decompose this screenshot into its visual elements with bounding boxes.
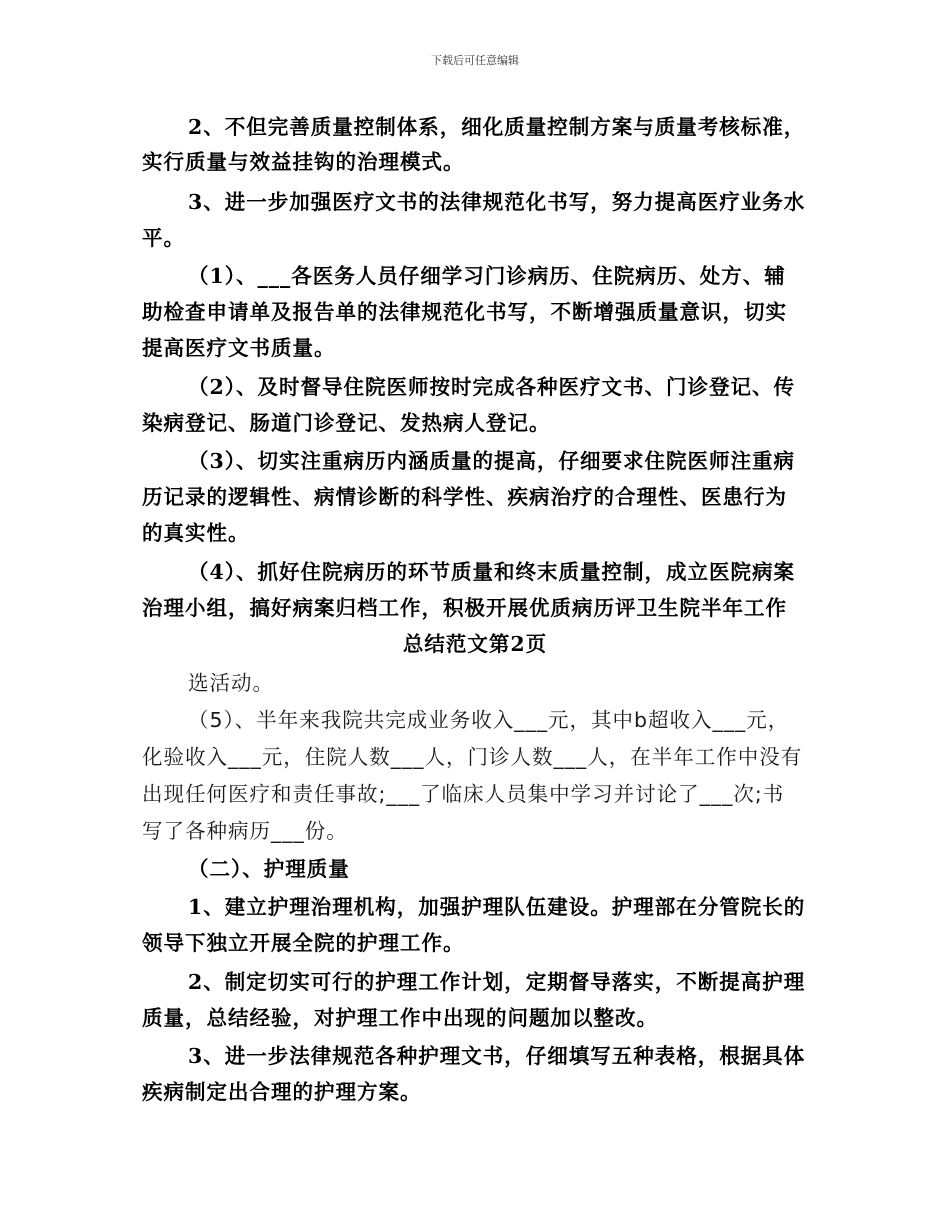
- paragraph-line: 历记录的逻辑性、病情诊断的科学性、疾病治疗的合理性、医患行为: [142, 485, 787, 509]
- paragraph-line: 写了各种病历___份。: [142, 819, 348, 843]
- paragraph-line: （2）、及时督导住院医师按时完成各种医疗文书、门诊登记、传: [188, 375, 796, 399]
- paragraph-line: 疾病制定出合理的护理方案。: [142, 1080, 422, 1104]
- section-heading: （二）、护理质量: [188, 857, 350, 881]
- paragraph-line: （4）、抓好住院病历的环节质量和终末质量控制，成立医院病案: [188, 560, 796, 584]
- paragraph-line: （5）、半年来我院共完成业务收入___元，其中b超收入___元，: [188, 708, 790, 732]
- page-header: 下载后可任意编辑: [431, 54, 519, 67]
- paragraph-line: 领导下独立开展全院的护理工作。: [142, 931, 465, 955]
- paragraph-line: 化验收入___元，住院人数___人，门诊人数___人，在半年工作中没有: [142, 745, 803, 769]
- paragraph-line: 2、不但完善质量控制体系，细化质量控制方案与质量考核标准，: [188, 115, 806, 139]
- paragraph-line: 1、建立护理治理机构，加强护理队伍建设。护理部在分管院长的: [188, 895, 806, 919]
- paragraph-line: 提高医疗文书质量。: [142, 336, 336, 360]
- paragraph-line: 质量，总结经验，对护理工作中出现的问题加以整改。: [142, 1006, 658, 1030]
- paragraph-line: 出现任何医疗和责任事故;___了临床人员集中学习并讨论了___次;书: [142, 782, 785, 806]
- paragraph-line: （1）、___各医务人员仔细学习门诊病历、住院病历、处方、辅: [188, 264, 786, 288]
- paragraph-line: 实行质量与效益挂钩的治理模式。: [142, 150, 465, 174]
- paragraph-line: 染病登记、肠道门诊登记、发热病人登记。: [142, 411, 551, 435]
- paragraph-line: 2、制定切实可行的护理工作计划，定期督导落实，不断提高护理: [188, 970, 806, 994]
- paragraph-line: 的真实性。: [142, 521, 250, 545]
- paragraph-line: 助检查申请单及报告单的法律规范化书写，不断增强质量意识，切实: [142, 300, 787, 324]
- paragraph-line: 选活动。: [188, 671, 274, 695]
- paragraph-line: 治理小组，搞好病案归档工作，积极开展优质病历评卫生院半年工作: [142, 596, 787, 620]
- paragraph-line: 3、进一步加强医疗文书的法律规范化书写，努力提高医疗业务水: [188, 190, 806, 214]
- paragraph-line: （3）、切实注重病历内涵质量的提高，仔细要求住院医师注重病: [188, 449, 796, 473]
- paragraph-line: 平。: [142, 226, 185, 250]
- page-label: 总结范文第2页: [402, 632, 548, 656]
- paragraph-line: 3、进一步法律规范各种护理文书，仔细填写五种表格，根据具体: [188, 1044, 806, 1068]
